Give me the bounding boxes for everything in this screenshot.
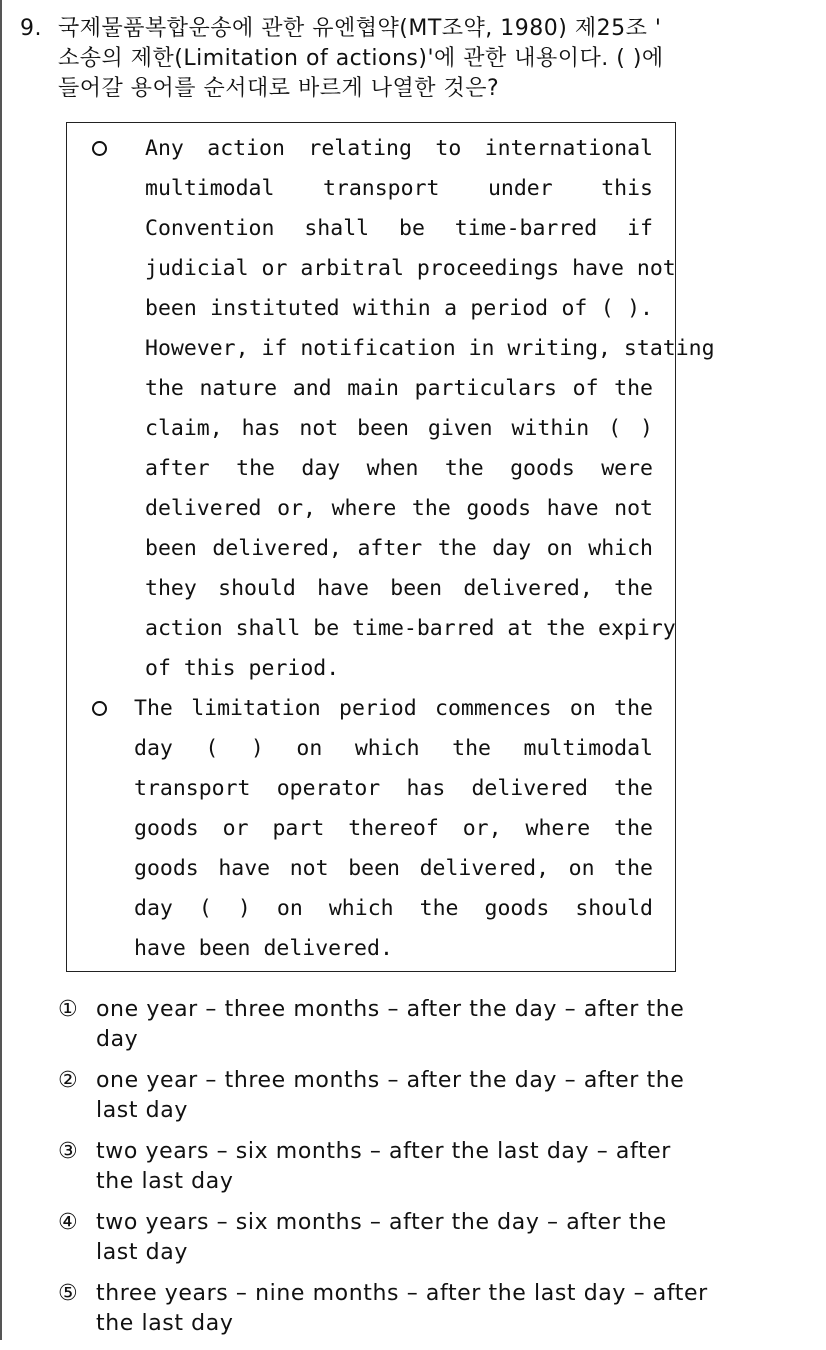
passage-line: Any action relating to international [145, 136, 653, 161]
passage-line: after the day when the goods were [145, 456, 653, 481]
passage-item-2-text [134, 689, 653, 969]
question-line: 소송의 제한(Limitation of actions)'에 관한 내용이다. ( )에 [58, 46, 664, 71]
answer-choices [58, 995, 778, 1350]
choice-text: day [96, 1027, 139, 1052]
passage-line: goods have not been delivered, on the [134, 856, 653, 881]
choice-number: ② [58, 1068, 79, 1093]
page-left-border [0, 0, 2, 1340]
passage-line: judicial or arbitral proceedings have not [145, 256, 676, 281]
choice-number: ① [58, 997, 79, 1022]
choice-number: ⑤ [58, 1281, 79, 1306]
choice-text: two years – six months – after the last day – after [96, 1139, 671, 1164]
choice-text: last day [96, 1240, 188, 1265]
passage-line: transport operator has delivered the [134, 776, 653, 801]
choice-text: last day [96, 1098, 188, 1123]
passage-line: day ( ) on which the goods should [134, 896, 653, 921]
passage-line: goods or part thereof or, where the [134, 816, 653, 841]
answer-choice-3[interactable] [58, 1137, 778, 1208]
passage-item-1-text [145, 129, 715, 689]
passage-line: The limitation period commences on the [134, 696, 653, 721]
passage-line: they should have been delivered, the [145, 576, 653, 601]
passage-line: action shall be time-barred at the expiry [145, 616, 676, 641]
answer-choice-1[interactable] [58, 995, 778, 1066]
choice-text: three years – nine months – after the last day – after [96, 1281, 708, 1306]
passage-line: day ( ) on which the multimodal [134, 736, 653, 761]
passage-line: been instituted within a period of ( ). [145, 296, 653, 321]
choice-text: one year – three months – after the day – after the [96, 997, 685, 1022]
choice-number: ④ [58, 1210, 79, 1235]
passage-line: been delivered, after the day on which [145, 536, 653, 561]
choice-text: two years – six months – after the day – after the [96, 1210, 667, 1235]
question [20, 14, 800, 104]
passage-line: delivered or, where the goods have not [145, 496, 653, 521]
passage-line: However, if notification in writing, stating [145, 336, 715, 361]
answer-choice-4[interactable] [58, 1208, 778, 1279]
passage-line: of this period. [145, 656, 340, 681]
passage-line: the nature and main particulars of the [145, 376, 653, 401]
answer-choice-2[interactable] [58, 1066, 778, 1137]
choice-number: ③ [58, 1139, 79, 1164]
question-line: 국제물품복합운송에 관한 유엔협약(MT조약, 1980) 제25조 ' [58, 16, 662, 41]
question-line: 들어갈 용어를 순서대로 바르게 나열한 것은? [58, 76, 500, 101]
choice-text: the last day [96, 1311, 234, 1336]
passage-line: have been delivered. [134, 936, 393, 961]
passage-box [66, 122, 715, 972]
question-number: 9. [20, 16, 42, 41]
answer-choice-5[interactable] [58, 1279, 778, 1350]
circle-bullet-icon [92, 701, 107, 716]
choice-text: the last day [96, 1169, 234, 1194]
passage-line: Convention shall be time-barred if [145, 216, 653, 241]
passage-line: claim, has not been given within ( ) [145, 416, 653, 441]
circle-bullet-icon [92, 141, 107, 156]
passage-line: multimodal transport under this [145, 176, 653, 201]
choice-text: one year – three months – after the day – after the [96, 1068, 685, 1093]
